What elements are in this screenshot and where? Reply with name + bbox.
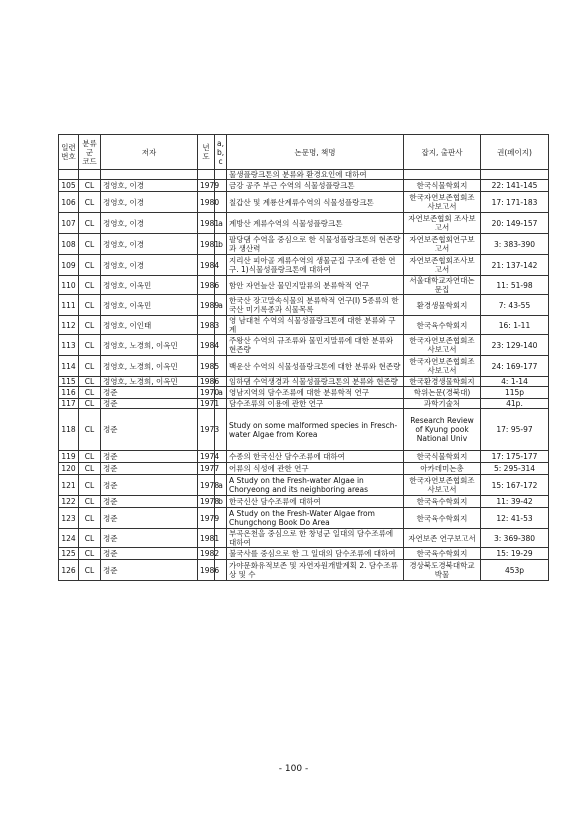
cell-volume: 3: 369-380: [481, 529, 549, 548]
cell-year: 1980: [198, 192, 215, 213]
cell-number: 124: [59, 529, 79, 548]
cell-journal: 한국육수학회지: [404, 548, 481, 560]
cell-title: 영 남대천 수역의 식물성플랑크톤에 대한 분류와 구계: [227, 316, 404, 335]
cell-title: 지리산 피아골 계류수역의 생물군집 구조에 관한 연구. 1)식물성플랑크톤에 대하여: [227, 255, 404, 276]
cell-number: 108: [59, 234, 79, 255]
cell-code: CL: [79, 508, 101, 529]
table-row: [59, 508, 549, 529]
cell-journal: 한국육수학회지: [404, 316, 481, 335]
table-row: [59, 234, 549, 255]
cell-journal: 한국자연보존협회조사보고서: [404, 356, 481, 377]
cell-title: 수종의 한국신산 담수조류에 대하여: [227, 451, 404, 463]
cell-journal: 한국식물학회지: [404, 451, 481, 463]
cell-volume: 453p: [481, 560, 549, 581]
cell-title: 불국사를 중심으로 한 그 일대의 담수조류에 대하여: [227, 548, 404, 560]
cell-number: 110: [59, 276, 79, 295]
cell-code: [79, 170, 101, 180]
cell-author: 정준: [101, 387, 198, 399]
cell-year: 1971: [198, 399, 215, 409]
cell-volume: 41p.: [481, 399, 549, 409]
cell-title: 부곡온천을 중심으로 한 창녕군 일대의 담수조류에 대하여: [227, 529, 404, 548]
header-author: 저자: [101, 135, 198, 170]
cell-author: 정준: [101, 496, 198, 508]
cell-volume: 17: 171-183: [481, 192, 549, 213]
table-row: [59, 463, 549, 475]
cell-title: 주왕산 수역의 규조류와 물민지말류에 대한 분류와 현존량: [227, 335, 404, 356]
cell-author: 정준: [101, 475, 198, 496]
cell-author: 정영호, 이인태: [101, 316, 198, 335]
cell-author: 정준: [101, 463, 198, 475]
table-row: [59, 475, 549, 496]
cell-code: CL: [79, 276, 101, 295]
cell-code: CL: [79, 496, 101, 508]
cell-number: 107: [59, 213, 79, 234]
cell-year: 1979: [198, 180, 215, 192]
cell-journal: 한국자연보존협회조사보고서: [404, 475, 481, 496]
cell-volume: 12: 41-53: [481, 508, 549, 529]
cell-volume: 5: 295-314: [481, 463, 549, 475]
cell-code: CL: [79, 451, 101, 463]
cell-journal: 한국식물학회지: [404, 180, 481, 192]
table-row: [59, 496, 549, 508]
cell-code: CL: [79, 213, 101, 234]
cell-author: 정준: [101, 508, 198, 529]
cell-volume: 3: 383-390: [481, 234, 549, 255]
cell-journal: Research Review of Kyung pook National Univ: [404, 409, 481, 451]
cell-code: CL: [79, 335, 101, 356]
cell-title: 영남지역의 담수조류에 대한 분류학적 연구: [227, 387, 404, 399]
cell-volume: 15: 167-172: [481, 475, 549, 496]
cell-code: CL: [79, 295, 101, 316]
cell-number: 123: [59, 508, 79, 529]
cell-title: Study on some malformed species in Fresch-water Algae from Korea: [227, 409, 404, 451]
cell-abc: a: [215, 295, 227, 316]
table-row: [59, 377, 549, 387]
cell-journal: 한국육수학회지: [404, 496, 481, 508]
cell-author: [101, 170, 198, 180]
cell-year: 1981: [198, 234, 215, 255]
cell-number: 115: [59, 377, 79, 387]
cell-journal: [404, 170, 481, 180]
cell-code: CL: [79, 560, 101, 581]
table-row: [59, 451, 549, 463]
cell-year: 1986: [198, 560, 215, 581]
table-row: [59, 387, 549, 399]
cell-author: 정영호, 이옥민: [101, 276, 198, 295]
cell-volume: 22: 141-145: [481, 180, 549, 192]
cell-journal: 아카데미논총: [404, 463, 481, 475]
cell-journal: 서울대학교자연대논문집: [404, 276, 481, 295]
cell-title: A Study on the Fresh-Water Algae from Chungchong Book Do Area: [227, 508, 404, 529]
cell-code: CL: [79, 387, 101, 399]
cell-abc: [215, 170, 227, 180]
cell-code: CL: [79, 377, 101, 387]
table-row: [59, 529, 549, 548]
cell-author: 정준: [101, 399, 198, 409]
cell-code: CL: [79, 529, 101, 548]
cell-number: 119: [59, 451, 79, 463]
cell-author: 정영호, 이옥민: [101, 295, 198, 316]
table-row: [59, 560, 549, 581]
cell-code: CL: [79, 356, 101, 377]
cell-volume: 7: 43-55: [481, 295, 549, 316]
cell-number: 109: [59, 255, 79, 276]
cell-title: 백운산 수역의 식물성플랑크톤에 대한 분류와 현존량: [227, 356, 404, 377]
cell-year: 1986: [198, 377, 215, 387]
cell-abc: b: [215, 496, 227, 508]
cell-abc: a: [215, 387, 227, 399]
table-row: [59, 316, 549, 335]
cell-journal: 자연보존협회연구보고서: [404, 234, 481, 255]
cell-author: 정영호, 이경: [101, 192, 198, 213]
cell-year: 1989: [198, 295, 215, 316]
cell-code: CL: [79, 180, 101, 192]
cell-year: 1981: [198, 213, 215, 234]
cell-title: 물생플랑크톤의 분류와 환경요인에 대하여: [227, 170, 404, 180]
cell-number: 106: [59, 192, 79, 213]
header-title: 논문명, 책명: [227, 135, 404, 170]
cell-journal: 자연보존협회조사보고서: [404, 255, 481, 276]
cell-title: 금강 공주 부근 수역의 식물성플랑크톤: [227, 180, 404, 192]
cell-year: 1986: [198, 276, 215, 295]
reference-table: [58, 134, 549, 581]
cell-title: 팔당댐 수역을 중심으로 한 식물성플랑크톤의 현존량과 생산력: [227, 234, 404, 255]
cell-volume: [481, 170, 549, 180]
table-row: [59, 409, 549, 451]
cell-number: 105: [59, 180, 79, 192]
table-row: [59, 356, 549, 377]
cell-number: 114: [59, 356, 79, 377]
cell-volume: 17: 95-97: [481, 409, 549, 451]
cell-title: 담수조류의 이용에 관한 연구: [227, 399, 404, 409]
cell-title: 한국신산 담수조류에 대하여: [227, 496, 404, 508]
cell-code: CL: [79, 192, 101, 213]
cell-abc: a: [215, 475, 227, 496]
cell-volume: 23: 129-140: [481, 335, 549, 356]
table-body: [59, 170, 549, 581]
table-row: [59, 276, 549, 295]
cell-year: 1978: [198, 496, 215, 508]
cell-number: 120: [59, 463, 79, 475]
cell-number: 126: [59, 560, 79, 581]
table-row: [59, 192, 549, 213]
cell-author: 정영호, 노경희, 이옥민: [101, 377, 198, 387]
cell-journal: 환경생물학회지: [404, 295, 481, 316]
cell-year: 1974: [198, 451, 215, 463]
cell-number: 113: [59, 335, 79, 356]
cell-year: 1970: [198, 387, 215, 399]
cell-year: 1985: [198, 356, 215, 377]
cell-volume: 24: 169-177: [481, 356, 549, 377]
cell-number: 116: [59, 387, 79, 399]
header-code: 분류군 코드: [79, 135, 101, 170]
cell-title: 한국산 장고말속식물의 분류학적 연구(I) 5종류의 한국산 미기록종과 식물목록: [227, 295, 404, 316]
cell-journal: 한국환경생물학회지: [404, 377, 481, 387]
cell-code: CL: [79, 316, 101, 335]
cell-year: [198, 170, 215, 180]
cell-year: 1984: [198, 255, 215, 276]
cell-number: 111: [59, 295, 79, 316]
header-volume: 권(페이지): [481, 135, 549, 170]
cell-author: 정영호, 노경희, 이옥민: [101, 356, 198, 377]
cell-code: CL: [79, 475, 101, 496]
cell-title: 칠갑산 및 계룡산계류수역의 식물성플랑크톤: [227, 192, 404, 213]
cell-code: CL: [79, 234, 101, 255]
cell-journal: 한국자연보존협회조사보고서: [404, 335, 481, 356]
cell-number: 121: [59, 475, 79, 496]
cell-code: CL: [79, 399, 101, 409]
cell-number: 112: [59, 316, 79, 335]
cell-year: 1979: [198, 508, 215, 529]
cell-journal: 한국자연보존협회조사보고서: [404, 192, 481, 213]
cell-number: 117: [59, 399, 79, 409]
cell-author: 정영호, 이경: [101, 180, 198, 192]
cell-year: 1977: [198, 463, 215, 475]
cell-volume: 11: 39-42: [481, 496, 549, 508]
cell-number: 122: [59, 496, 79, 508]
table-row: [59, 399, 549, 409]
cell-volume: 21: 137-142: [481, 255, 549, 276]
cell-title: 계방산 계류수역의 식물성플랑크톤: [227, 213, 404, 234]
cell-number: 125: [59, 548, 79, 560]
cell-volume: 115p: [481, 387, 549, 399]
cell-number: [59, 170, 79, 180]
cell-author: 정준: [101, 548, 198, 560]
table-row: [59, 180, 549, 192]
table-row: [59, 295, 549, 316]
table-row: [59, 548, 549, 560]
cell-journal: 자연보존협회 조사보고서: [404, 213, 481, 234]
table-row: [59, 170, 549, 180]
cell-author: 정영호, 이경: [101, 255, 198, 276]
cell-year: 1983: [198, 316, 215, 335]
cell-author: 정영호, 노경희, 이옥민: [101, 335, 198, 356]
cell-author: 정준: [101, 560, 198, 581]
cell-journal: 경상북도경북대학교박물: [404, 560, 481, 581]
cell-code: CL: [79, 548, 101, 560]
cell-number: 118: [59, 409, 79, 451]
cell-year: 1984: [198, 335, 215, 356]
cell-author: 정준: [101, 451, 198, 463]
cell-journal: 학위논문(경북대): [404, 387, 481, 399]
table-row: [59, 213, 549, 234]
header-abc: a, b, c: [215, 135, 227, 170]
cell-title: A Study on the Fresh-water Algae in Choryeong and its neighboring areas: [227, 475, 404, 496]
cell-abc: b: [215, 234, 227, 255]
table-row: [59, 255, 549, 276]
cell-title: 어류의 식성에 관한 연구: [227, 463, 404, 475]
header-journal: 잡지, 출판사: [404, 135, 481, 170]
cell-year: 1981: [198, 529, 215, 548]
table-row: [59, 335, 549, 356]
page-number: - 100 -: [278, 764, 309, 774]
cell-volume: 20: 149-157: [481, 213, 549, 234]
cell-title: 임하댐 수역생경과 식물성플랑크톤의 분류와 현존량: [227, 377, 404, 387]
cell-year: 1973: [198, 409, 215, 451]
cell-code: CL: [79, 409, 101, 451]
cell-code: CL: [79, 255, 101, 276]
cell-year: 1978: [198, 475, 215, 496]
cell-author: 정준: [101, 529, 198, 548]
cell-volume: 11: 51-98: [481, 276, 549, 295]
cell-abc: a: [215, 213, 227, 234]
table-header: [59, 135, 549, 170]
cell-volume: 17: 175-177: [481, 451, 549, 463]
cell-author: 정영호, 이경: [101, 234, 198, 255]
cell-title: 함안 자연늪산 물민지말류의 분류학적 연구: [227, 276, 404, 295]
cell-code: CL: [79, 463, 101, 475]
header-no: 일련 번호: [59, 135, 79, 170]
cell-author: 정영호, 이경: [101, 213, 198, 234]
cell-volume: 15: 19-29: [481, 548, 549, 560]
cell-author: 정준: [101, 409, 198, 451]
cell-journal: 과학기술처: [404, 399, 481, 409]
cell-journal: 자연보존 연구보고서: [404, 529, 481, 548]
cell-volume: 16: 1-11: [481, 316, 549, 335]
cell-journal: 한국육수학회지: [404, 508, 481, 529]
cell-volume: 4: 1-14: [481, 377, 549, 387]
cell-title: 가야문화유적보존 및 자연자원개발계획 2. 담수조류상 및 수: [227, 560, 404, 581]
header-year: 년도: [198, 135, 215, 170]
cell-year: 1982: [198, 548, 215, 560]
